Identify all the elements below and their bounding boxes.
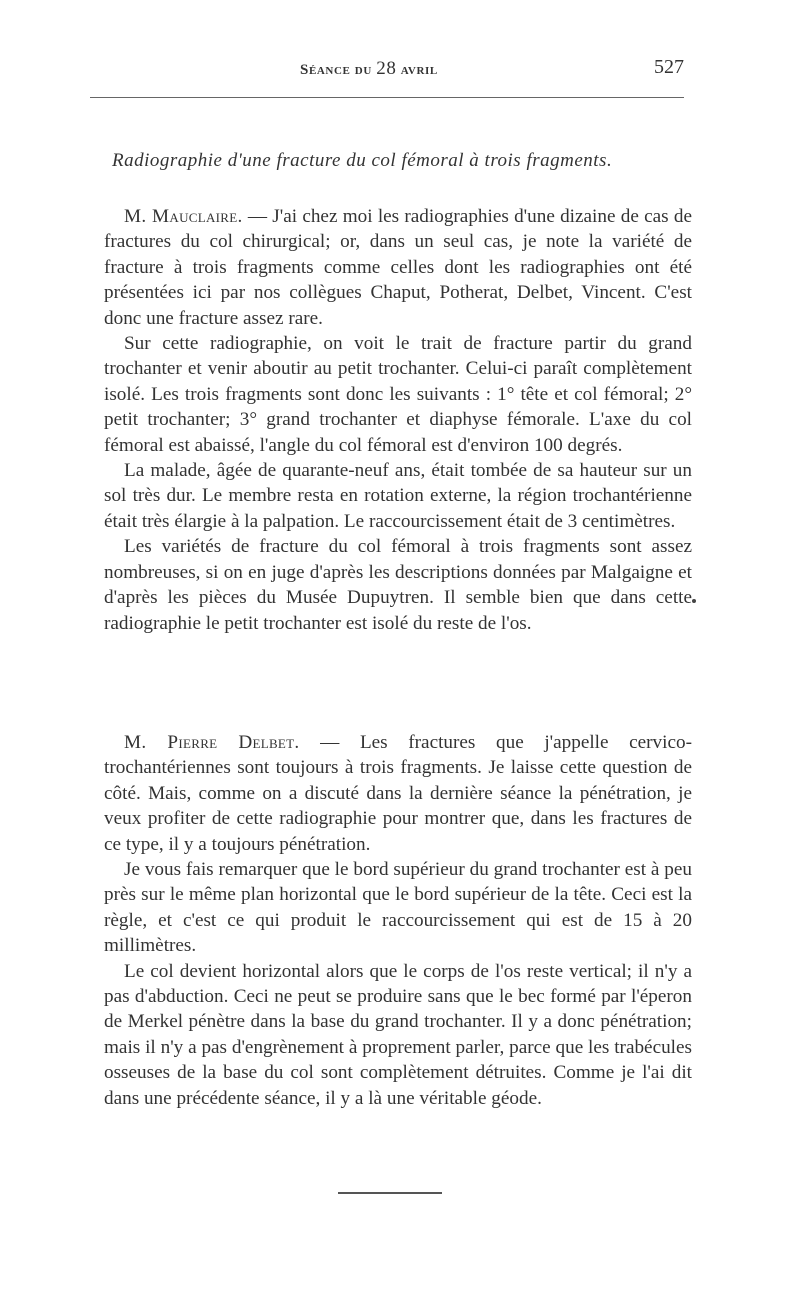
speaker-name: M. Pierre Delbet. — [124, 732, 300, 753]
paragraph: La malade, âgée de quarante-neuf ans, était tombée de sa hauteur sur un sol très dur. Le membre resta en rotation externe, la région trochantérienne était très élargie à la palpation. Le raccourcissement était de 3 centimètres. — [104, 460, 692, 532]
paragraph-text: — J'ai chez moi les radiographies d'une dizaine de cas de fractures du col chirurgical; or, dans un seul cas, je note la variété de fracture à trois fragments comme celles dont les radiographies ont été présentées ici par nos collègues Chaput, Potherat, Delbet, Vincent. C'est donc une fracture assez rare. — [104, 206, 692, 329]
speaker-name: M. Mauclaire. — [124, 206, 243, 227]
section-title: Radiographie d'une fracture du col fémoral à trois fragments. — [112, 150, 613, 171]
paragraph: Le col devient horizontal alors que le corps de l'os reste vertical; il n'y a pas d'abduction. Ceci ne peut se produire sans que le bec formé par l'éperon de Merkel pénètre dans la base du grand trochanter. Il y a donc pénétration; mais il n'y a pas d'engrènement à proprement parler, parce que les trabécules osseuses de la base du col sont complètement détruites. Comme je l'ai dit dans une précédente séance, il y a là une véritable géode. — [104, 960, 692, 1109]
paragraph: Je vous fais remarquer que le bord supérieur du grand trochanter est à peu près sur le même plan horizontal que le bord supérieur de la tête. Ceci est la règle, et c'est ce qui produit le raccourcissement qui est de 15 à 20 millimètres. — [104, 859, 692, 957]
running-title-prefix: Séance du — [300, 62, 377, 78]
paragraph — [104, 730, 692, 857]
running-title-suffix: avril — [396, 62, 438, 78]
running-title — [300, 58, 438, 80]
running-title-date: 28 — [376, 58, 397, 79]
paragraph — [104, 204, 692, 331]
paragraph: Sur cette radiographie, on voit le trait de fracture partir du grand trochanter et venir aboutir au petit trochanter. Celui-ci paraît complètement isolé. Les trois fragments sont donc les suivants : 1° tête et col fémoral; 2° petit trochanter; 3° grand trochanter et diaphyse fémorale. L'axe du col fémoral est abaissé, l'angle du col fémoral est d'environ 100 degrés. — [104, 333, 692, 456]
page-number: 527 — [654, 56, 684, 78]
print-speck — [692, 599, 696, 603]
mauclaire-remarks — [104, 204, 692, 636]
section-end-rule — [338, 1192, 442, 1194]
paragraph: Les variétés de fracture du col fémoral à trois fragments sont assez nombreuses, si on en juge d'après les descriptions données par Malgaigne et d'après les pièces du Musée Dupuytren. Il semble bien que dans cette radiographie le petit trochanter est isolé du reste de l'os. — [104, 536, 692, 634]
delbet-remarks — [104, 730, 692, 1111]
paragraph-text: — Les fractures que j'appelle cervico-trochantériennes sont toujours à trois fragments. Je laisse cette question de côté. Mais, comme on a discuté dans la dernière séance la pénétration, je veux profiter de cette radiographie pour montrer que, dans les fractures de ce type, il y a toujours pénétration. — [104, 732, 692, 855]
header-rule — [90, 97, 684, 98]
running-head — [104, 58, 684, 82]
